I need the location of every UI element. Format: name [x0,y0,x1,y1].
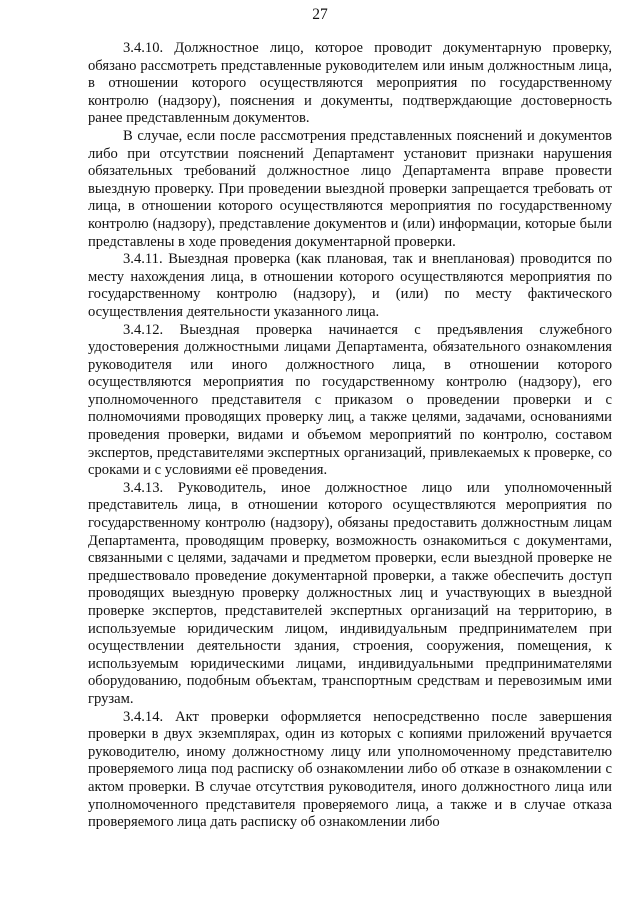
paragraph-3-4-10-continuation: В случае, если после рассмотрения представленных пояснений и документов либо при отсутствии пояснений Департамент установит признаки нарушения обязательных требований должностное лицо Департамента вправе провести выездную проверку. При проведении выездной проверки запрещается требовать от лица, в отношении которого осуществляются мероприятия по государственному контролю (надзору), представление документов и (или) информации, которые были представлены в ходе проведения документарной проверки. [88,127,612,250]
paragraph-3-4-13: 3.4.13. Руководитель, иное должностное лицо или уполномоченный представитель лица, в отношении которого осуществляются мероприятия по государственному контролю (надзору), обязаны предоставить должностным лицам Департамента, проводящим проверку, возможность ознакомиться с документами, связанными с целями, задачами и предметом проверки, если выездной проверке не предшествовало проведение документарной проверки, а также обеспечить доступ проводящих выездную проверку должностных лиц и участвующих в выездной проверке экспертов, представителей экспертных организаций на территорию, в используемые юридическим лицом, индивидуальным предпринимателем при осуществлении деятельности здания, строения, сооружения, помещения, к используемым юридическими лицами, индивидуальными предпринимателями оборудованию, подобным объектам, транспортным средствам и перевозимым ими грузам. [88,479,612,707]
document-body [88,40,612,832]
paragraph-3-4-12: 3.4.12. Выездная проверка начинается с предъявления служебного удостоверения должностными лицами Департамента, обязательного ознакомления руководителя или иного должностного лица, в отношении которого осуществляются мероприятия по государственному контролю (надзору), его уполномоченного представителя с приказом о проведении проверки и с полномочиями проводящих проверку лиц, а также целями, задачами, основаниями проведения проверки, видами и объемом мероприятий по контролю, составом экспертов, представителями экспертных организаций, привлекаемых к проверке, со сроками и с условиями её проведения. [88,321,612,479]
paragraph-3-4-11: 3.4.11. Выездная проверка (как плановая, так и внеплановая) проводится по месту нахождения лица, в отношении которого осуществляются мероприятия по государственному контролю (надзору), и (или) по месту фактического осуществления деятельности указанного лица. [88,251,612,320]
paragraph-3-4-10: 3.4.10. Должностное лицо, которое проводит документарную проверку, обязано рассмотреть представленные руководителем или иным должностным лица, в отношении которого осуществляются мероприятия по государственному контролю (надзору), пояснения и документы, подтверждающие достоверность ранее представленным документов. [88,40,612,127]
paragraph-3-4-14: 3.4.14. Акт проверки оформляется непосредственно после завершения проверки в двух экземплярах, один из которых с копиями приложений вручается руководителю, иному должностному лицу или уполномоченному представителю проверяемого лица под расписку об ознакомлении либо об отказе в ознакомлении с актом проверки. В случае отсутствия руководителя, иного должностного лица или уполномоченного представителя проверяемого лица, а также и в случае отказа проверяемого лица дать расписку об ознакомлении либо [88,708,612,831]
page-number: 27 [312,6,328,23]
